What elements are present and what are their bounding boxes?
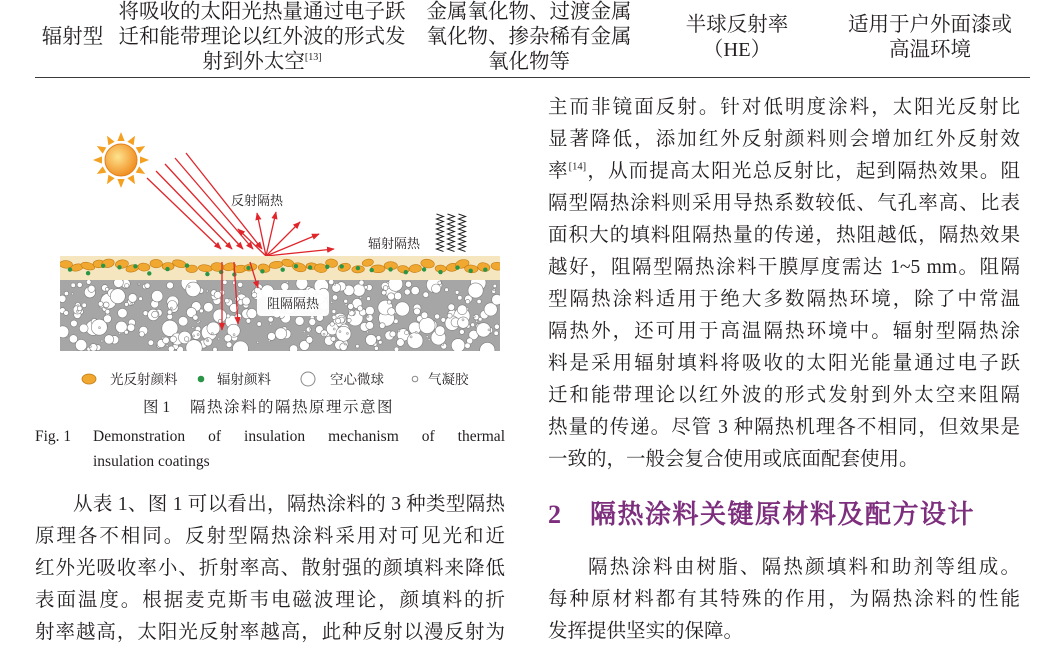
hollow-microsphere bbox=[492, 294, 503, 305]
legend-label: 气凝胶 bbox=[428, 372, 469, 388]
aerogel-particle bbox=[119, 332, 121, 334]
figure-legend bbox=[82, 371, 469, 388]
hollow-microsphere bbox=[407, 333, 423, 349]
hollow-microsphere bbox=[127, 324, 135, 332]
text-line: 每种原材料都有其特殊的作用，为隔热涂料的性能 bbox=[548, 589, 1020, 610]
radiative-pigment-particle bbox=[325, 265, 329, 269]
hollow-microsphere bbox=[143, 311, 148, 316]
text-line: 射率越高，太阳光反射率越高，此种反射以漫反射为 bbox=[35, 622, 505, 643]
hollow-microsphere bbox=[110, 289, 125, 304]
sun-ray bbox=[97, 166, 107, 174]
aerogel-particle bbox=[410, 336, 412, 338]
table-cell-line: 射到外太空[13] bbox=[202, 51, 322, 73]
text-line: 隔热涂料由树脂、隔热颜填料和助剂等组成。 bbox=[588, 557, 1020, 578]
text-line: 隔热外，还可用于高温隔热环境中。辐射型隔热涂 bbox=[548, 321, 1020, 342]
text-line: 迁和能带理论以红外波的形式发射到外太空来阻隔 bbox=[548, 385, 1020, 406]
barrier-insulation-label: 阻隔隔热 bbox=[266, 297, 320, 312]
aerogel-particle bbox=[206, 338, 208, 340]
hollow-microsphere bbox=[213, 347, 218, 352]
hollow-microsphere bbox=[257, 322, 262, 327]
aerogel-particle bbox=[76, 310, 78, 312]
hollow-microsphere bbox=[347, 318, 351, 322]
radiative-pigment-particle bbox=[117, 265, 121, 269]
hollow-microsphere bbox=[148, 340, 154, 346]
aerogel-particle bbox=[493, 289, 495, 291]
text-line: 热量的传递。尽管 3 种隔热机理各不相同，但效果是 bbox=[548, 417, 1020, 438]
hollow-microsphere bbox=[383, 286, 388, 291]
right-column-paragraph bbox=[548, 92, 1020, 476]
figure-number-en: Fig. 1 bbox=[35, 428, 72, 445]
text-line: 料是采用辐射填料将吸收的太阳光能量通过电子跃 bbox=[548, 353, 1020, 374]
hollow-microsphere bbox=[125, 302, 129, 306]
table-cell-line: 将吸收的太阳光热量通过电子跃 bbox=[118, 1, 406, 23]
legend-swatch-reflective-pigment bbox=[82, 374, 96, 384]
hollow-microsphere bbox=[223, 280, 228, 285]
aerogel-particle bbox=[345, 304, 347, 306]
hollow-microsphere bbox=[478, 317, 482, 321]
figure-caption-cn: 隔热涂料的隔热原理示意图 bbox=[190, 399, 395, 416]
hollow-microsphere bbox=[421, 312, 428, 319]
aerogel-particle bbox=[428, 339, 430, 341]
aerogel-particle bbox=[193, 335, 195, 337]
incident-ray bbox=[156, 171, 232, 249]
aerogel-particle bbox=[309, 328, 311, 330]
hollow-microsphere bbox=[330, 322, 334, 326]
hollow-microsphere bbox=[77, 282, 82, 287]
hollow-microsphere bbox=[466, 299, 470, 303]
hollow-microsphere bbox=[139, 297, 143, 301]
hollow-microsphere bbox=[480, 342, 495, 357]
hollow-microsphere bbox=[353, 284, 365, 296]
aerogel-particle bbox=[218, 338, 220, 340]
hollow-microsphere bbox=[471, 323, 475, 327]
radiative-pigment-particle bbox=[165, 267, 169, 271]
sun-ray bbox=[136, 146, 146, 154]
hollow-microsphere bbox=[405, 331, 409, 335]
radiative-pigment-particle bbox=[483, 268, 487, 272]
table-cell-application bbox=[840, 13, 1020, 63]
hollow-microsphere bbox=[306, 337, 313, 344]
section-number: 2 bbox=[548, 500, 561, 529]
hollow-microsphere bbox=[379, 323, 385, 329]
insulation-mechanism-diagram bbox=[35, 120, 510, 395]
hollow-microsphere bbox=[411, 286, 419, 294]
aerogel-particle bbox=[286, 281, 288, 283]
table-cell-text: 辐射型 bbox=[41, 26, 104, 48]
hollow-microsphere bbox=[79, 324, 88, 333]
hollow-microsphere bbox=[438, 281, 442, 285]
aerogel-particle bbox=[206, 290, 208, 292]
hollow-microsphere bbox=[366, 306, 375, 315]
legend-label: 辐射颜料 bbox=[217, 372, 271, 388]
hollow-microsphere bbox=[170, 336, 177, 343]
table-cell-line: 半球反射率 bbox=[685, 14, 789, 36]
radiative-pigment-particle bbox=[185, 263, 189, 267]
hollow-microsphere bbox=[332, 310, 336, 314]
hollow-microsphere bbox=[364, 285, 368, 289]
radiative-pigment-particle bbox=[260, 269, 264, 273]
table-cell-line: 氧化物等 bbox=[488, 51, 570, 73]
hollow-microsphere bbox=[395, 302, 409, 316]
hollow-microsphere bbox=[103, 302, 109, 308]
aerogel-particle bbox=[334, 283, 336, 285]
hollow-microsphere bbox=[233, 341, 249, 357]
hollow-microsphere bbox=[268, 332, 276, 340]
hollow-microsphere bbox=[64, 310, 69, 315]
hollow-microsphere bbox=[242, 297, 250, 305]
hollow-microsphere bbox=[86, 280, 91, 285]
text-line: 型隔热涂料适用于绝大多数隔热环境，除了中常温 bbox=[548, 289, 1020, 310]
hollow-microsphere bbox=[458, 295, 463, 300]
hollow-microsphere bbox=[423, 292, 429, 298]
hollow-microsphere bbox=[494, 324, 499, 329]
sun-ray bbox=[93, 156, 102, 163]
hollow-microsphere bbox=[357, 306, 362, 311]
hollow-microsphere bbox=[329, 279, 334, 284]
hollow-microsphere bbox=[390, 331, 396, 337]
aerogel-particle bbox=[442, 343, 444, 345]
hollow-microsphere bbox=[332, 315, 336, 319]
radiative-pigment-particle bbox=[438, 270, 442, 274]
aerogel-particle bbox=[323, 333, 325, 335]
aerogel-particle bbox=[192, 326, 194, 328]
radiative-pigment-particle bbox=[68, 267, 72, 271]
hollow-microsphere bbox=[447, 313, 452, 318]
table-cell-index bbox=[667, 13, 807, 63]
radiative-pigment-particle bbox=[219, 270, 223, 274]
hollow-microsphere bbox=[455, 291, 459, 295]
radiative-pigment-particle bbox=[147, 271, 151, 275]
hollow-microsphere bbox=[168, 346, 174, 352]
aerogel-particle bbox=[89, 345, 91, 347]
hollow-microsphere bbox=[247, 309, 257, 319]
text-line: 发挥提供坚实的保障。 bbox=[548, 621, 744, 642]
hollow-microsphere bbox=[105, 309, 110, 314]
table-cell-line: （HE） bbox=[702, 39, 772, 61]
hollow-microsphere bbox=[139, 332, 144, 337]
aerogel-particle bbox=[238, 290, 240, 292]
hollow-microsphere bbox=[152, 291, 163, 302]
hollow-microsphere bbox=[224, 334, 232, 342]
hollow-microsphere bbox=[388, 308, 396, 316]
aerogel-particle bbox=[388, 287, 390, 289]
hollow-microsphere bbox=[145, 283, 150, 288]
hollow-microsphere bbox=[332, 295, 337, 300]
reflected-ray bbox=[266, 212, 276, 256]
table-cell-materials bbox=[425, 0, 633, 75]
text-line: 隔型隔热涂料则采用导热系数较低、气孔率高、比表 bbox=[548, 193, 1020, 214]
sun-ray bbox=[117, 132, 124, 141]
hollow-microsphere bbox=[204, 302, 214, 312]
reflected-ray bbox=[266, 222, 300, 256]
hollow-microsphere bbox=[331, 336, 336, 341]
aerogel-particle bbox=[476, 320, 478, 322]
hollow-microsphere bbox=[367, 297, 371, 301]
reflected-ray bbox=[266, 249, 334, 256]
hollow-microsphere bbox=[387, 300, 391, 304]
hollow-microsphere bbox=[184, 337, 189, 342]
aerogel-particle bbox=[367, 315, 369, 317]
table-cell-principle bbox=[112, 0, 412, 75]
aerogel-particle bbox=[170, 307, 172, 309]
hollow-microsphere bbox=[414, 308, 421, 315]
hollow-microsphere bbox=[152, 311, 159, 318]
radiative-pigment-particle bbox=[356, 266, 360, 270]
text-line: 越好，阻隔型隔热涂料干膜厚度需达 1~5 mm。阻隔 bbox=[548, 257, 1020, 278]
hollow-microsphere bbox=[336, 318, 341, 323]
hollow-microsphere bbox=[88, 285, 95, 292]
legend-swatch-aerogel bbox=[412, 376, 418, 382]
aerogel-particle bbox=[197, 334, 199, 336]
aerogel-particle bbox=[71, 293, 73, 295]
hollow-microsphere bbox=[394, 347, 399, 352]
hollow-microsphere bbox=[69, 335, 77, 343]
radiative-pigment-particle bbox=[422, 267, 426, 271]
hollow-microsphere bbox=[178, 316, 188, 326]
aerogel-particle bbox=[303, 331, 305, 333]
sun-icon bbox=[93, 132, 149, 188]
radiative-pigment-particle bbox=[404, 270, 408, 274]
radiative-pigment-particle bbox=[133, 264, 137, 268]
hollow-microsphere bbox=[214, 291, 221, 298]
text-line: 原理各不相同。反射型隔热涂料采用对可见光和近 bbox=[35, 526, 505, 547]
radiation-wave bbox=[459, 214, 466, 252]
text-line: 主而非镜面反射。针对低明度涂料，太阳光反射比 bbox=[548, 97, 1020, 118]
aerogel-particle bbox=[188, 286, 190, 288]
radiation-wave bbox=[448, 214, 455, 252]
hollow-microsphere bbox=[366, 334, 377, 345]
text-line: 表面温度。根据麦克斯韦电磁波理论，颜填料的折 bbox=[35, 590, 505, 611]
figure-number-cn: 图 1 bbox=[143, 399, 171, 416]
figure-caption-en-line: Demonstration of insulation mechanism of thermal bbox=[93, 428, 505, 445]
section-paragraph bbox=[548, 552, 1020, 648]
hollow-microsphere bbox=[309, 319, 316, 326]
radiative-pigment-particle bbox=[246, 266, 250, 270]
citation-superscript: [13] bbox=[304, 52, 322, 64]
hollow-microsphere bbox=[374, 346, 378, 350]
hollow-microsphere bbox=[82, 303, 87, 308]
aerogel-particle bbox=[197, 322, 199, 324]
hollow-microsphere bbox=[64, 291, 68, 295]
hollow-microsphere bbox=[186, 282, 201, 297]
radiative-pigment-particle bbox=[388, 267, 392, 271]
radiative-pigment-particle bbox=[101, 264, 105, 268]
radiation-waves bbox=[437, 214, 466, 252]
radiation-insulation-label: 辐射隔热 bbox=[368, 237, 421, 252]
hollow-microsphere bbox=[366, 322, 374, 330]
hollow-microsphere bbox=[435, 326, 445, 336]
radiative-pigment-particle bbox=[294, 264, 298, 268]
hollow-microsphere bbox=[382, 290, 387, 295]
hollow-microsphere bbox=[295, 316, 304, 325]
sun-ray bbox=[127, 175, 135, 185]
aerogel-particle bbox=[77, 305, 79, 307]
reflective-pigment-particle bbox=[150, 259, 163, 268]
hollow-microsphere bbox=[118, 308, 128, 318]
aerogel-particle bbox=[268, 340, 270, 342]
aerogel-particle bbox=[270, 323, 272, 325]
aerogel-particle bbox=[166, 344, 168, 346]
aerogel-particle bbox=[426, 336, 428, 338]
hollow-microsphere bbox=[356, 345, 360, 349]
radiative-pigment-particle bbox=[455, 265, 459, 269]
aerogel-particle bbox=[257, 341, 259, 343]
sun-ray bbox=[127, 136, 135, 146]
hollow-microsphere bbox=[104, 315, 112, 323]
aerogel-particle bbox=[333, 328, 335, 330]
legend-label: 空心微球 bbox=[330, 372, 384, 388]
aerogel-particle bbox=[467, 308, 469, 310]
hollow-microsphere bbox=[359, 280, 364, 285]
aerogel-particle bbox=[162, 337, 164, 339]
section-title: 隔热涂料关键原材料及配方设计 bbox=[590, 500, 976, 529]
aerogel-particle bbox=[360, 297, 362, 299]
table-bottom-rule bbox=[35, 77, 1030, 78]
aerogel-particle bbox=[398, 330, 400, 332]
aerogel-particle bbox=[387, 282, 389, 284]
radiative-pigment-particle bbox=[340, 264, 344, 268]
radiative-pigment-particle bbox=[281, 268, 285, 272]
hollow-microsphere bbox=[378, 340, 382, 344]
aerogel-particle bbox=[98, 327, 100, 329]
reflected-ray bbox=[257, 213, 266, 256]
hollow-microsphere bbox=[125, 284, 129, 288]
radiative-pigment-particle bbox=[308, 265, 312, 269]
hollow-microsphere bbox=[419, 318, 435, 334]
aerogel-particle bbox=[462, 319, 464, 321]
radiative-pigment-particle bbox=[86, 271, 90, 275]
aerogel-particle bbox=[307, 334, 309, 336]
reflection-insulation-label: 反射隔热 bbox=[231, 194, 284, 209]
hollow-microsphere bbox=[226, 342, 232, 348]
aerogel-particle bbox=[339, 331, 341, 333]
hollow-microsphere bbox=[451, 339, 465, 353]
aerogel-particle bbox=[211, 333, 213, 335]
sun-ray bbox=[136, 166, 146, 174]
figure-caption-en-line: insulation coatings bbox=[93, 453, 210, 470]
hollow-microsphere bbox=[59, 295, 66, 302]
hollow-microsphere bbox=[366, 314, 373, 321]
hollow-microsphere bbox=[494, 331, 499, 336]
hollow-microsphere bbox=[336, 326, 351, 341]
table-cell-type bbox=[35, 25, 110, 50]
hollow-microsphere bbox=[397, 339, 405, 347]
aerogel-particle bbox=[138, 283, 140, 285]
sun-ray bbox=[97, 146, 107, 154]
hollow-microsphere bbox=[477, 299, 481, 303]
radiation-wave bbox=[437, 214, 444, 252]
text-line: 从表 1、图 1 可以看出，隔热涂料的 3 种类型隔热 bbox=[73, 494, 505, 515]
hollow-microsphere bbox=[376, 336, 381, 341]
aerogel-particle bbox=[131, 303, 133, 305]
hollow-microsphere bbox=[404, 289, 410, 295]
hollow-microsphere bbox=[275, 328, 287, 340]
table-cell-line: 适用于户外面漆或 bbox=[848, 14, 1012, 36]
aerogel-particle bbox=[233, 334, 235, 336]
legend-swatch-radiative-pigment bbox=[198, 376, 205, 383]
hollow-microsphere bbox=[225, 298, 230, 303]
hollow-microsphere bbox=[459, 329, 464, 334]
table-cell-line: 高温环境 bbox=[889, 39, 971, 61]
hollow-microsphere bbox=[193, 315, 198, 320]
aerogel-particle bbox=[366, 331, 368, 333]
hollow-microsphere bbox=[448, 304, 455, 311]
hollow-microsphere bbox=[465, 343, 471, 349]
hollow-microsphere bbox=[457, 305, 467, 315]
aerogel-particle bbox=[331, 301, 333, 303]
hollow-microsphere bbox=[238, 282, 243, 287]
text-line: 红外光吸收率小、折射率高、散射强的颜填料来降低 bbox=[35, 558, 505, 579]
text-line: 面积大的填料阻隔热量的传递，热阻越低，隔热效果 bbox=[548, 225, 1020, 246]
legend-swatch-hollow-microsphere bbox=[301, 372, 315, 386]
hollow-microsphere bbox=[124, 330, 128, 334]
hollow-microsphere bbox=[268, 317, 273, 322]
sun-ray bbox=[107, 175, 115, 185]
table-cell-line: 迁和能带理论以红外波的形式发 bbox=[118, 26, 406, 48]
hollow-microsphere bbox=[493, 284, 497, 288]
aerogel-particle bbox=[415, 331, 417, 333]
sun-ray bbox=[117, 179, 124, 188]
hollow-microsphere bbox=[186, 340, 202, 356]
hollow-microsphere bbox=[71, 283, 76, 288]
left-column-paragraph bbox=[35, 489, 505, 649]
sun-ray bbox=[107, 136, 115, 146]
radiative-pigment-particle bbox=[469, 269, 473, 273]
hollow-microsphere bbox=[71, 320, 78, 327]
table-cell-line: 金属氧化物、过渡金属 bbox=[426, 1, 632, 23]
hollow-microsphere bbox=[344, 299, 348, 303]
legend-label: 光反射颜料 bbox=[110, 372, 178, 388]
hollow-microsphere bbox=[289, 345, 297, 353]
hollow-microsphere bbox=[104, 335, 113, 344]
hollow-microsphere bbox=[246, 319, 251, 324]
hollow-microsphere bbox=[432, 284, 441, 293]
text-line: 显著降低，添加红外反射颜料则会增加红外反射效 bbox=[548, 129, 1020, 150]
hollow-microsphere bbox=[98, 301, 103, 306]
text-line: 一致的，一般会复合使用或底面配套使用。 bbox=[548, 449, 919, 470]
hollow-microsphere bbox=[57, 326, 69, 338]
aerogel-particle bbox=[473, 316, 475, 318]
hollow-microsphere bbox=[332, 283, 341, 292]
hollow-microsphere bbox=[468, 283, 483, 298]
hollow-microsphere bbox=[405, 281, 411, 287]
citation-superscript: [14] bbox=[568, 161, 587, 173]
radiative-pigment-particle bbox=[370, 268, 374, 272]
text-line: 率[14]，从而提高太阳光总反射比，起到隔热效果。阻 bbox=[548, 161, 1020, 182]
hollow-microsphere bbox=[388, 293, 395, 300]
hollow-microsphere bbox=[445, 288, 449, 292]
aerogel-particle bbox=[488, 329, 490, 331]
sun-disc bbox=[105, 144, 137, 176]
reflected-rays bbox=[238, 212, 334, 256]
aerogel-particle bbox=[101, 340, 103, 342]
hollow-microsphere bbox=[128, 294, 137, 303]
radiative-pigment-particle bbox=[205, 272, 209, 276]
aerogel-particle bbox=[346, 332, 348, 334]
aerogel-particle bbox=[344, 343, 346, 345]
hollow-microsphere bbox=[167, 282, 174, 289]
hollow-microsphere bbox=[394, 292, 402, 300]
sun-ray bbox=[140, 156, 149, 163]
aerogel-particle bbox=[348, 310, 350, 312]
hollow-microsphere bbox=[281, 283, 289, 291]
hollow-microsphere bbox=[252, 292, 257, 297]
hollow-microsphere bbox=[167, 310, 172, 315]
table-cell-line: 氧化物、掺杂稀有金属 bbox=[426, 26, 632, 48]
hollow-microsphere bbox=[348, 304, 354, 310]
hollow-microsphere bbox=[435, 314, 440, 319]
